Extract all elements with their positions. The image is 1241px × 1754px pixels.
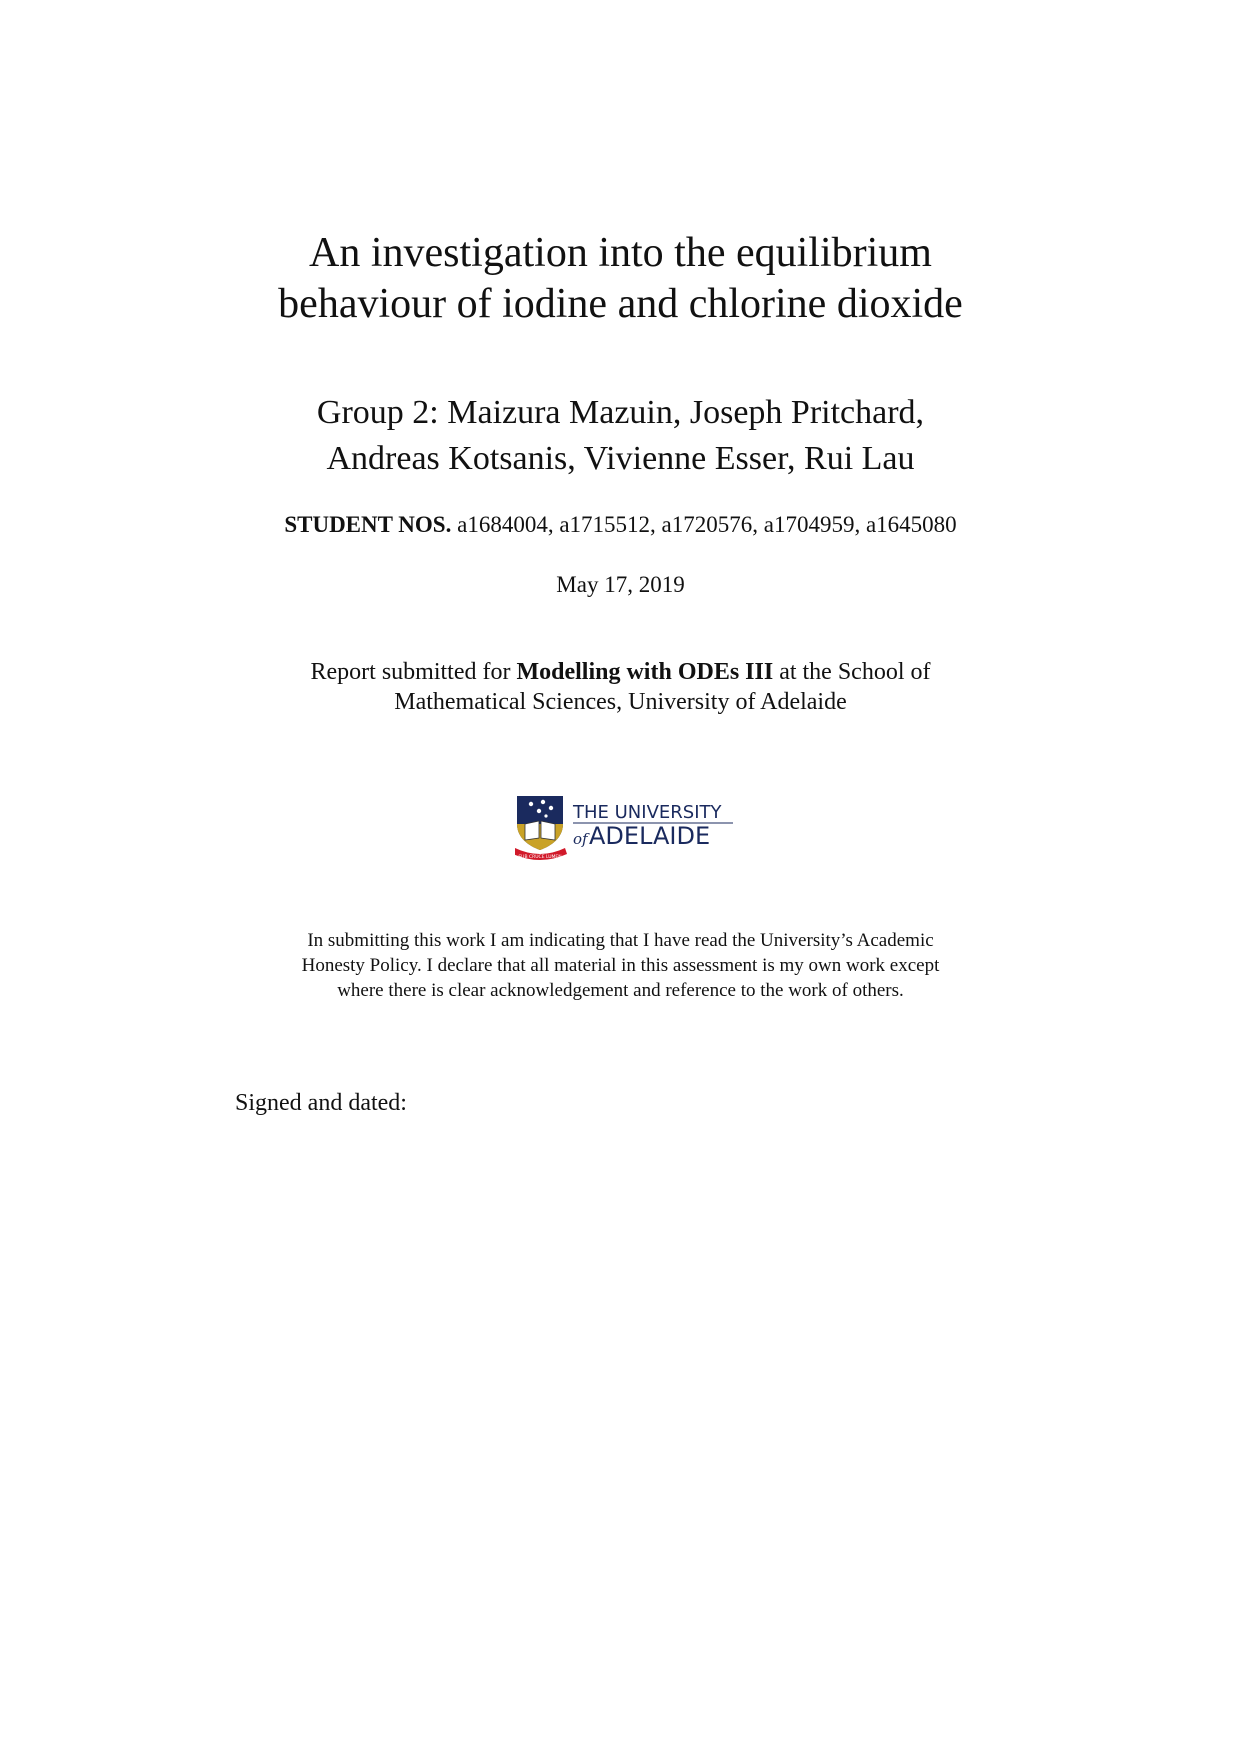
report-title <box>0 228 1241 330</box>
authors <box>0 390 1241 482</box>
logo-wordmark-line-1: THE UNIVERSITY <box>573 802 722 823</box>
student-numbers-label: STUDENT NOS. <box>284 512 452 537</box>
crest-star <box>541 800 545 804</box>
report-title-line-1: An investigation into the equilibrium <box>309 230 932 276</box>
course-name: Modelling with ODEs III <box>516 659 774 685</box>
report-title-line-2: behaviour of iodine and chlorine dioxide <box>278 281 963 327</box>
declaration-line-1: In submitting this work I am indicating that I have read the University’s Academic <box>307 930 934 951</box>
student-numbers <box>0 510 1241 540</box>
crest-star <box>537 809 541 813</box>
crest-book-right <box>541 821 555 840</box>
submission-statement <box>0 657 1241 717</box>
crest-star <box>549 806 553 810</box>
declaration-line-2: Honesty Policy. I declare that all material in this assessment is my own work except <box>301 955 940 976</box>
submission-prefix: Report submitted for <box>310 659 511 685</box>
authors-line-2: Andreas Kotsanis, Vivienne Esser, Rui Lau <box>326 440 915 477</box>
report-date: May 17, 2019 <box>556 572 685 597</box>
crest-star <box>529 802 533 806</box>
university-logo <box>515 794 735 864</box>
crest-shield-lower <box>517 824 563 850</box>
authors-line-1: Group 2: Maizura Mazuin, Joseph Pritchard, <box>316 394 925 431</box>
logo-wordmark-of: of <box>573 830 588 848</box>
submission-line-1 <box>0 657 1241 687</box>
declaration-line-3: where there is clear acknowledgement and reference to the work of others. <box>337 980 904 1001</box>
submission-suffix: at the School of <box>779 659 931 685</box>
logo-wordmark-line-2: ADELAIDE <box>589 822 711 850</box>
crest-motto: SUB CRUCE LUMEN <box>518 855 562 860</box>
university-crest-icon <box>515 794 735 864</box>
signed-and-dated-label: Signed and dated: <box>235 1090 407 1116</box>
student-numbers-values: a1684004, a1715512, a1720576, a1704959, a1645080 <box>457 512 957 537</box>
honesty-declaration <box>0 928 1241 1003</box>
crest-star <box>544 814 547 817</box>
crest-book-left <box>525 821 539 840</box>
submission-line-2: Mathematical Sciences, University of Adelaide <box>394 689 847 715</box>
